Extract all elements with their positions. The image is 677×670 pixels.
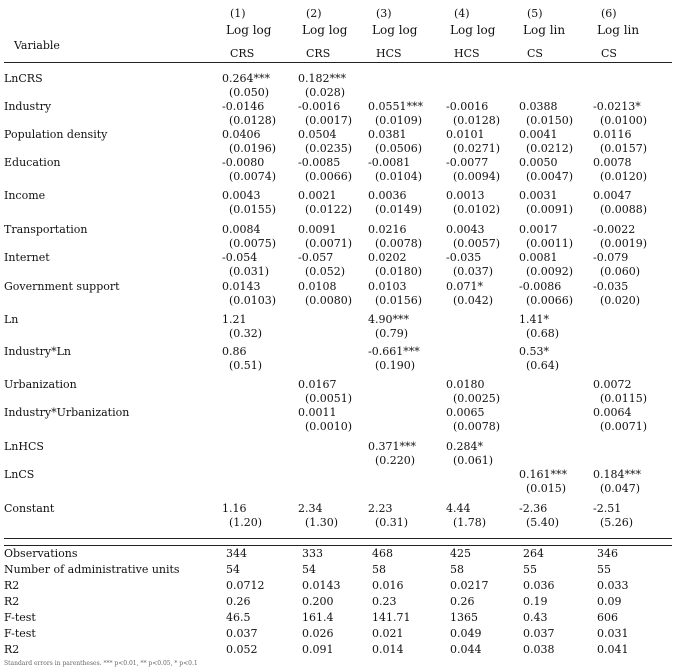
row-label: Income <box>4 189 46 202</box>
coefficient-cell: -0.0077 <box>446 156 489 169</box>
standard-error-cell: (0.0074) <box>229 170 277 183</box>
coefficient-cell: -0.0081 <box>368 156 411 169</box>
coefficient-cell: 4.44 <box>446 502 471 515</box>
column-model-spec: Log log <box>450 23 496 37</box>
coefficient-cell: 0.0072 <box>593 378 632 391</box>
stat-label: Observations <box>4 547 78 560</box>
standard-error-cell: (0.0071) <box>600 420 648 433</box>
coefficient-cell: 0.0013 <box>446 189 485 202</box>
table-rule <box>4 538 672 539</box>
coefficient-cell: -0.057 <box>298 251 334 264</box>
standard-error-cell: (0.31) <box>375 516 409 529</box>
coefficient-cell: 0.0031 <box>519 189 558 202</box>
column-dependent-var: HCS <box>454 47 480 60</box>
standard-error-cell: (0.0506) <box>375 142 423 155</box>
stat-value: 0.19 <box>523 595 548 608</box>
coefficient-cell: 0.0041 <box>519 128 558 141</box>
standard-error-cell: (0.0180) <box>375 265 423 278</box>
stat-value: 0.026 <box>302 627 334 640</box>
coefficient-cell: 0.0202 <box>368 251 407 264</box>
standard-error-cell: (0.51) <box>229 359 263 372</box>
coefficient-cell: 0.0180 <box>446 378 485 391</box>
coefficient-cell: 0.0081 <box>519 251 558 264</box>
standard-error-cell: (0.79) <box>375 327 409 340</box>
stat-value: 264 <box>523 547 544 560</box>
column-number: (6) <box>601 7 617 20</box>
standard-error-cell: (0.220) <box>375 454 416 467</box>
standard-error-cell: (0.052) <box>305 265 346 278</box>
standard-error-cell: (0.0157) <box>600 142 648 155</box>
stat-value: 0.038 <box>523 643 555 656</box>
standard-error-cell: (0.0271) <box>453 142 501 155</box>
stat-value: 46.5 <box>226 611 251 624</box>
row-label: Internet <box>4 251 50 264</box>
stub-header: Variable <box>14 39 60 52</box>
stat-value: 0.26 <box>226 595 251 608</box>
stat-value: 0.052 <box>226 643 258 656</box>
coefficient-cell: 0.0116 <box>593 128 632 141</box>
row-label: Industry <box>4 100 52 113</box>
coefficient-cell: 2.34 <box>298 502 323 515</box>
stat-value: 0.0712 <box>226 579 265 592</box>
stat-value: 0.200 <box>302 595 334 608</box>
coefficient-cell: 0.0381 <box>368 128 407 141</box>
coefficient-cell: -0.0146 <box>222 100 265 113</box>
stat-value: 0.021 <box>372 627 404 640</box>
coefficient-cell: -0.0022 <box>593 223 636 236</box>
stat-value: 0.041 <box>597 643 629 656</box>
column-number: (2) <box>306 7 322 20</box>
table-rule <box>4 62 672 63</box>
column-number: (4) <box>454 7 470 20</box>
stat-value: 344 <box>226 547 247 560</box>
standard-error-cell: (0.0094) <box>453 170 501 183</box>
stat-value: 0.23 <box>372 595 397 608</box>
row-label: Urbanization <box>4 378 77 391</box>
column-dependent-var: HCS <box>376 47 402 60</box>
coefficient-cell: -0.035 <box>446 251 482 264</box>
standard-error-cell: (0.0017) <box>305 114 353 127</box>
stat-value: 0.014 <box>372 643 404 656</box>
row-label: LnHCS <box>4 440 44 453</box>
coefficient-cell: 0.161*** <box>519 468 567 481</box>
coefficient-cell: 0.0043 <box>222 189 261 202</box>
stat-value: 0.0143 <box>302 579 341 592</box>
standard-error-cell: (1.20) <box>229 516 263 529</box>
column-model-spec: Log log <box>302 23 348 37</box>
coefficient-cell: -0.054 <box>222 251 258 264</box>
standard-error-cell: (0.64) <box>526 359 560 372</box>
standard-error-cell: (0.0235) <box>305 142 353 155</box>
coefficient-cell: 0.0504 <box>298 128 337 141</box>
coefficient-cell: 0.86 <box>222 345 247 358</box>
standard-error-cell: (0.0047) <box>526 170 574 183</box>
standard-error-cell: (0.0212) <box>526 142 574 155</box>
coefficient-cell: 0.0084 <box>222 223 261 236</box>
column-model-spec: Log lin <box>597 23 640 37</box>
coefficient-cell: 0.284* <box>446 440 483 453</box>
column-model-spec: Log lin <box>523 23 566 37</box>
column-model-spec: Log log <box>372 23 418 37</box>
coefficient-cell: -0.0086 <box>519 280 562 293</box>
standard-error-cell: (0.0120) <box>600 170 648 183</box>
stat-label: F-test <box>4 627 36 640</box>
standard-error-cell: (5.40) <box>526 516 560 529</box>
coefficient-cell: 0.0050 <box>519 156 558 169</box>
standard-error-cell: (1.78) <box>453 516 487 529</box>
standard-error-cell: (0.0075) <box>229 237 277 250</box>
coefficient-cell: -0.0016 <box>446 100 489 113</box>
standard-error-cell: (0.0115) <box>600 392 648 405</box>
coefficient-cell: 1.16 <box>222 502 247 515</box>
stat-label: Number of administrative units <box>4 563 180 576</box>
standard-error-cell: (0.0155) <box>229 203 277 216</box>
stat-value: 58 <box>450 563 464 576</box>
standard-error-cell: (0.037) <box>453 265 494 278</box>
row-label: Industry*Urbanization <box>4 406 130 419</box>
row-label: Transportation <box>4 223 88 236</box>
standard-error-cell: (0.0091) <box>526 203 574 216</box>
standard-error-cell: (0.031) <box>229 265 270 278</box>
stat-value: 161.4 <box>302 611 334 624</box>
row-label: Industry*Ln <box>4 345 71 358</box>
coefficient-cell: 0.0078 <box>593 156 632 169</box>
coefficient-cell: -0.035 <box>593 280 629 293</box>
standard-error-cell: (0.0057) <box>453 237 501 250</box>
coefficient-cell: 0.0043 <box>446 223 485 236</box>
coefficient-cell: 0.53* <box>519 345 549 358</box>
standard-error-cell: (0.0066) <box>526 294 574 307</box>
coefficient-cell: 0.0108 <box>298 280 337 293</box>
row-label: Constant <box>4 502 55 515</box>
coefficient-cell: -0.0080 <box>222 156 265 169</box>
column-number: (1) <box>230 7 246 20</box>
standard-error-cell: (0.0196) <box>229 142 277 155</box>
stat-value: 0.43 <box>523 611 548 624</box>
standard-error-cell: (0.042) <box>453 294 494 307</box>
coefficient-cell: 0.0143 <box>222 280 261 293</box>
stat-value: 0.033 <box>597 579 629 592</box>
standard-error-cell: (0.020) <box>600 294 641 307</box>
standard-error-cell: (0.68) <box>526 327 560 340</box>
standard-error-cell: (0.0150) <box>526 114 574 127</box>
standard-error-cell: (0.0051) <box>305 392 353 405</box>
stat-value: 0.09 <box>597 595 622 608</box>
table-footnote: Standard errors in parentheses. *** p<0.01, ** p<0.05, * p<0.1 <box>4 660 198 667</box>
coefficient-cell: 0.0216 <box>368 223 407 236</box>
stat-label: F-test <box>4 611 36 624</box>
standard-error-cell: (0.0109) <box>375 114 423 127</box>
standard-error-cell: (0.0100) <box>600 114 648 127</box>
row-label: Ln <box>4 313 19 326</box>
column-dependent-var: CRS <box>230 47 255 60</box>
coefficient-cell: 1.41* <box>519 313 549 326</box>
standard-error-cell: (0.0078) <box>375 237 423 250</box>
table-rule <box>4 545 672 546</box>
coefficient-cell: -2.51 <box>593 502 622 515</box>
standard-error-cell: (0.015) <box>526 482 567 495</box>
standard-error-cell: (0.0088) <box>600 203 648 216</box>
stat-value: 0.031 <box>597 627 629 640</box>
standard-error-cell: (0.060) <box>600 265 641 278</box>
stat-value: 0.044 <box>450 643 482 656</box>
coefficient-cell: -0.079 <box>593 251 629 264</box>
stat-value: 54 <box>302 563 316 576</box>
standard-error-cell: (0.0156) <box>375 294 423 307</box>
stat-label: R2 <box>4 595 20 608</box>
standard-error-cell: (0.050) <box>229 86 270 99</box>
standard-error-cell: (0.0128) <box>453 114 501 127</box>
standard-error-cell: (0.0128) <box>229 114 277 127</box>
standard-error-cell: (0.0080) <box>305 294 353 307</box>
coefficient-cell: 4.90*** <box>368 313 409 326</box>
coefficient-cell: 0.0101 <box>446 128 485 141</box>
coefficient-cell: 0.0551*** <box>368 100 423 113</box>
stat-value: 0.091 <box>302 643 334 656</box>
coefficient-cell: 0.0406 <box>222 128 261 141</box>
coefficient-cell: 0.0065 <box>446 406 485 419</box>
stat-value: 54 <box>226 563 240 576</box>
coefficient-cell: 0.264*** <box>222 72 270 85</box>
column-dependent-var: CS <box>527 47 543 60</box>
stat-value: 0.26 <box>450 595 475 608</box>
coefficient-cell: 0.0011 <box>298 406 337 419</box>
stat-value: 0.036 <box>523 579 555 592</box>
standard-error-cell: (0.0071) <box>305 237 353 250</box>
standard-error-cell: (1.30) <box>305 516 339 529</box>
stat-value: 141.71 <box>372 611 411 624</box>
coefficient-cell: 0.371*** <box>368 440 416 453</box>
coefficient-cell: 0.0388 <box>519 100 558 113</box>
coefficient-cell: 0.0103 <box>368 280 407 293</box>
standard-error-cell: (0.061) <box>453 454 494 467</box>
standard-error-cell: (0.0078) <box>453 420 501 433</box>
coefficient-cell: 0.0091 <box>298 223 337 236</box>
coefficient-cell: 1.21 <box>222 313 247 326</box>
stat-value: 55 <box>523 563 537 576</box>
coefficient-cell: 0.0167 <box>298 378 337 391</box>
stat-label: R2 <box>4 579 20 592</box>
row-label: Population density <box>4 128 108 141</box>
stat-value: 333 <box>302 547 323 560</box>
coefficient-cell: 0.0017 <box>519 223 558 236</box>
coefficient-cell: 0.182*** <box>298 72 346 85</box>
row-label: LnCS <box>4 468 35 481</box>
standard-error-cell: (0.0025) <box>453 392 501 405</box>
standard-error-cell: (0.0011) <box>526 237 574 250</box>
stat-value: 0.016 <box>372 579 404 592</box>
coefficient-cell: 0.0047 <box>593 189 632 202</box>
standard-error-cell: (0.0149) <box>375 203 423 216</box>
column-number: (3) <box>376 7 392 20</box>
stat-label: R2 <box>4 643 20 656</box>
stat-value: 58 <box>372 563 386 576</box>
row-label: LnCRS <box>4 72 43 85</box>
stat-value: 0.037 <box>226 627 258 640</box>
stat-value: 0.037 <box>523 627 555 640</box>
standard-error-cell: (0.0104) <box>375 170 423 183</box>
standard-error-cell: (0.0066) <box>305 170 353 183</box>
standard-error-cell: (5.26) <box>600 516 634 529</box>
stat-value: 606 <box>597 611 618 624</box>
stat-value: 425 <box>450 547 471 560</box>
standard-error-cell: (0.047) <box>600 482 641 495</box>
coefficient-cell: 0.0064 <box>593 406 632 419</box>
coefficient-cell: 0.184*** <box>593 468 641 481</box>
standard-error-cell: (0.32) <box>229 327 263 340</box>
standard-error-cell: (0.0122) <box>305 203 353 216</box>
stat-value: 468 <box>372 547 393 560</box>
column-dependent-var: CS <box>601 47 617 60</box>
column-number: (5) <box>527 7 543 20</box>
standard-error-cell: (0.0019) <box>600 237 648 250</box>
standard-error-cell: (0.0102) <box>453 203 501 216</box>
coefficient-cell: 2.23 <box>368 502 393 515</box>
column-dependent-var: CRS <box>306 47 331 60</box>
coefficient-cell: 0.0021 <box>298 189 337 202</box>
stat-value: 0.049 <box>450 627 482 640</box>
column-model-spec: Log log <box>226 23 272 37</box>
coefficient-cell: -2.36 <box>519 502 548 515</box>
coefficient-cell: 0.071* <box>446 280 483 293</box>
coefficient-cell: -0.0016 <box>298 100 341 113</box>
standard-error-cell: (0.190) <box>375 359 416 372</box>
standard-error-cell: (0.028) <box>305 86 346 99</box>
row-label: Government support <box>4 280 120 293</box>
stat-value: 346 <box>597 547 618 560</box>
stat-value: 55 <box>597 563 611 576</box>
standard-error-cell: (0.0010) <box>305 420 353 433</box>
standard-error-cell: (0.0103) <box>229 294 277 307</box>
coefficient-cell: 0.0036 <box>368 189 407 202</box>
stat-value: 0.0217 <box>450 579 489 592</box>
stat-value: 1365 <box>450 611 478 624</box>
row-label: Education <box>4 156 61 169</box>
coefficient-cell: -0.0085 <box>298 156 341 169</box>
coefficient-cell: -0.0213* <box>593 100 641 113</box>
coefficient-cell: -0.661*** <box>368 345 420 358</box>
standard-error-cell: (0.0092) <box>526 265 574 278</box>
